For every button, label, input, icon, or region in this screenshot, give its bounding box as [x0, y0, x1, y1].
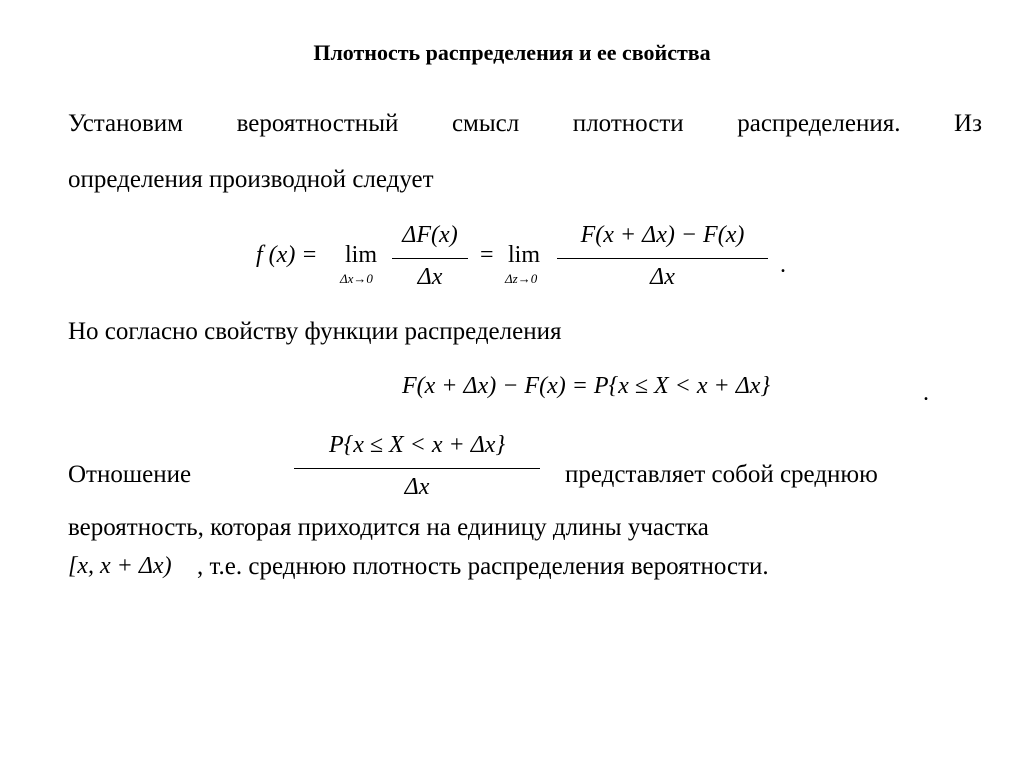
interval-notation: [x, x + Δx): [68, 553, 172, 579]
ratio-line-3: , т.е. среднюю плотность распределения вероятности.: [197, 553, 769, 580]
distribution-function-formula: F(x + Δx) − F(x) = P{x ≤ X < x + Δx}: [402, 373, 771, 399]
ratio-fraction-line: [294, 468, 540, 469]
formula1-lim2: lim: [508, 242, 541, 268]
intro-line-1: Установим вероятностный смысл плотности распределения. Из: [68, 110, 982, 137]
ratio-line-2: вероятность, которая приходится на единицу длины участка: [68, 514, 709, 541]
formula1-lhs: f (x) =: [256, 242, 318, 268]
intro-line-2: определения производной следует: [68, 166, 434, 193]
formula1-frac1-numerator: ΔF(x): [402, 222, 458, 248]
paragraph2: Но согласно свойству функции распределения: [68, 318, 562, 345]
formula1-lim1-sub: Δx→0: [340, 271, 373, 286]
ratio-denominator: Δx: [404, 474, 430, 500]
formula1-lim2-sub: Δz→0: [505, 271, 538, 286]
formula1-frac1-denominator: Δx: [417, 264, 443, 290]
formula1-frac2-numerator: F(x + Δx) − F(x): [580, 222, 745, 248]
ratio-label: Отношение: [68, 461, 192, 488]
formula1-frac1-line: [392, 258, 468, 259]
formula1-lim1: lim: [345, 242, 378, 268]
page-title: Плотность распределения и ее свойства: [313, 40, 711, 65]
ratio-description: представляет собой среднюю: [565, 461, 878, 488]
formula1-frac2-denominator: Δx: [650, 264, 675, 290]
ratio-numerator: P{x ≤ X < x + Δx}: [328, 432, 506, 458]
formula1-dot: .: [780, 252, 786, 278]
formula2-dot: .: [923, 380, 929, 406]
formula1-eq2: =: [480, 242, 494, 268]
formula1-frac2-line: [557, 258, 768, 259]
